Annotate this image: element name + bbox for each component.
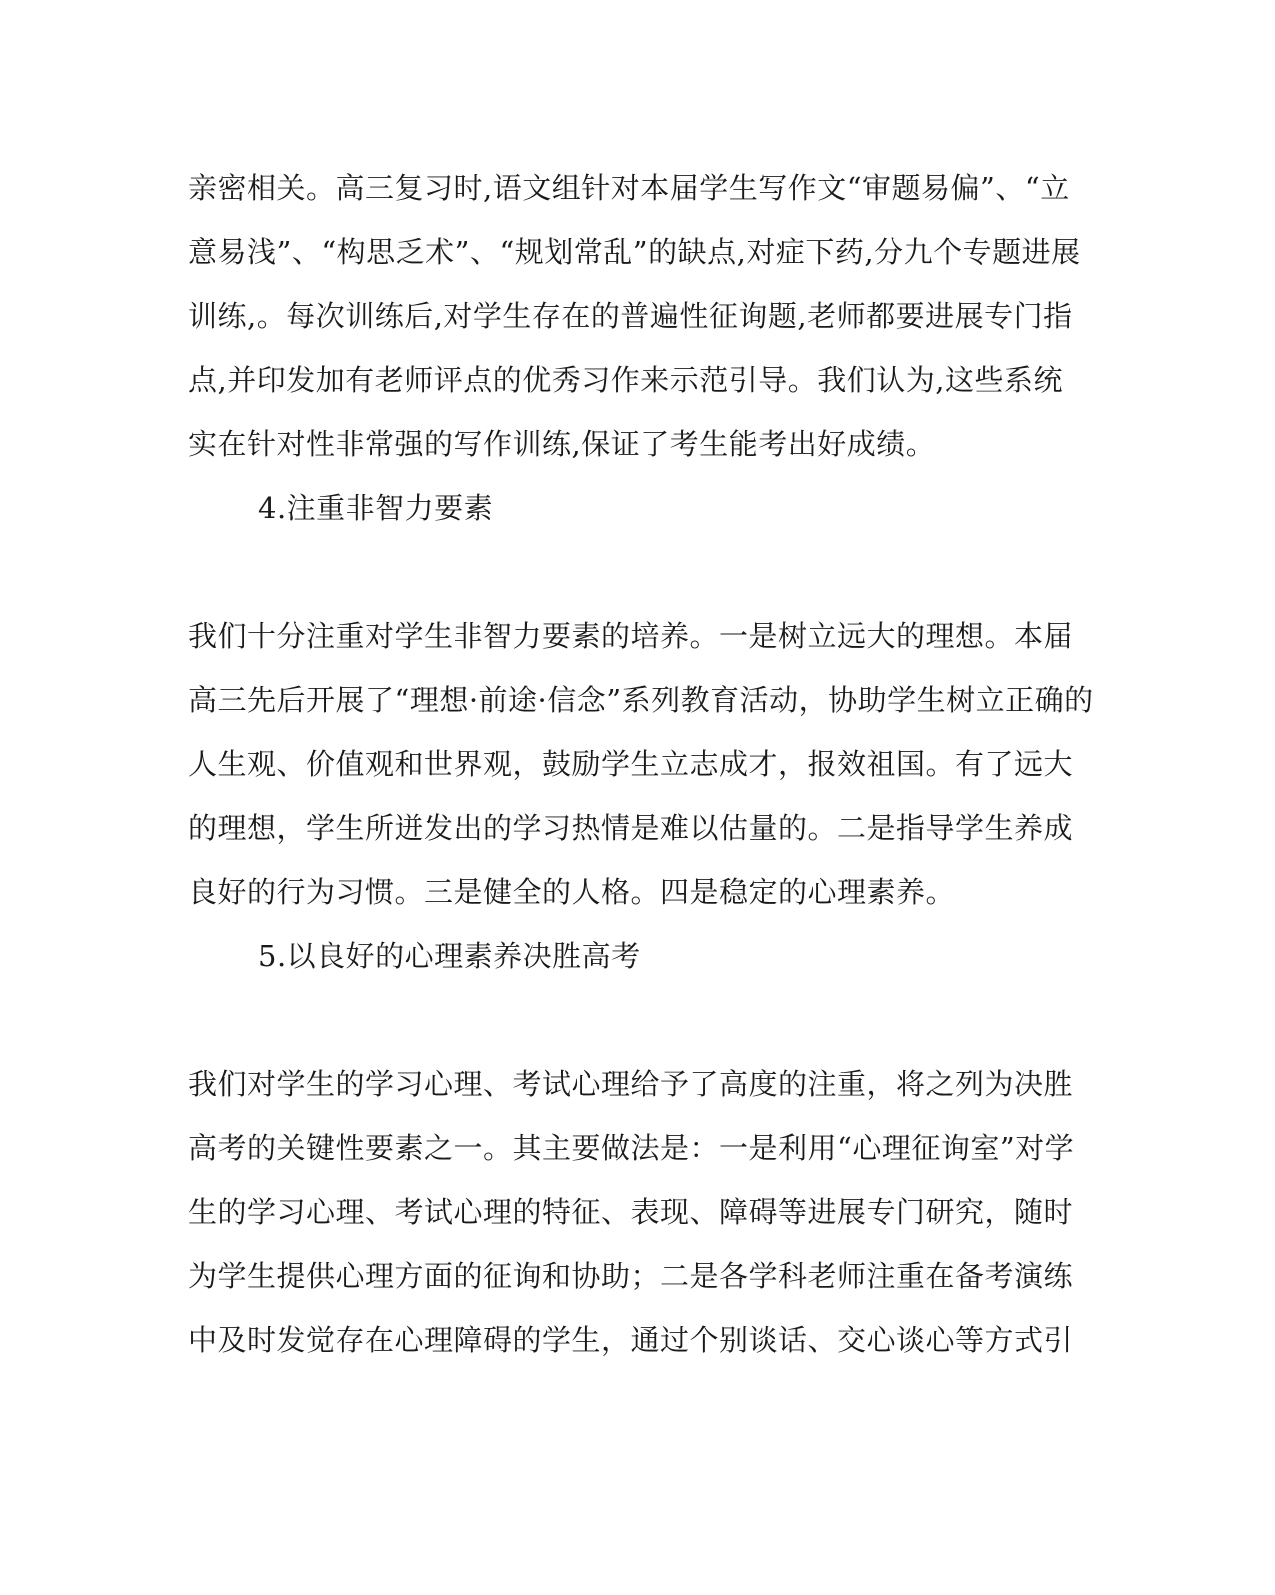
paragraph-1-line-1: 亲密相关。高三复习时,语文组针对本届学生写作文“审题易偏”、“立 bbox=[188, 171, 1070, 205]
paragraph-2-line-4: 的理想，学生所迸发出的学习热情是难以估量的。二是指导学生养成 bbox=[188, 811, 1074, 845]
section-heading-4: 4.注重非智力要素 bbox=[258, 491, 494, 525]
paragraph-2-line-2: 高三先后开展了“理想·前途·信念”系列教育活动，协助学生树立正确的 bbox=[188, 683, 1094, 717]
paragraph-2-line-1: 我们十分注重对学生非智力要素的培养。一是树立远大的理想。本届 bbox=[188, 619, 1074, 653]
paragraph-3-line-5: 中及时发觉存在心理障碍的学生，通过个别谈话、交心谈心等方式引 bbox=[188, 1323, 1074, 1357]
paragraph-3-line-4: 为学生提供心理方面的征询和协助；二是各学科老师注重在备考演练 bbox=[188, 1259, 1074, 1293]
paragraph-3-line-1: 我们对学生的学习心理、考试心理给予了高度的注重，将之列为决胜 bbox=[188, 1067, 1074, 1101]
paragraph-1-line-2: 意易浅”、“构思乏术”、“规划常乱”的缺点,对症下药,分九个专题进展 bbox=[188, 235, 1081, 269]
paragraph-3-line-3: 生的学习心理、考试心理的特征、表现、障碍等进展专门研究，随时 bbox=[188, 1195, 1074, 1229]
paragraph-1-line-4: 点,并印发加有老师评点的优秀习作来示范引导。我们认为,这些系统 bbox=[188, 363, 1063, 397]
paragraph-1-line-5: 实在针对性非常强的写作训练,保证了考生能考出好成绩。 bbox=[188, 427, 936, 461]
paragraph-2-line-3: 人生观、价值观和世界观，鼓励学生立志成才，报效祖国。有了远大 bbox=[188, 747, 1074, 781]
paragraph-2-line-5: 良好的行为习惯。三是健全的人格。四是稳定的心理素养。 bbox=[188, 875, 956, 909]
paragraph-3-line-2: 高考的关键性要素之一。其主要做法是：一是利用“心理征询室”对学 bbox=[188, 1131, 1075, 1165]
section-heading-5: 5.以良好的心理素养决胜高考 bbox=[258, 939, 641, 973]
paragraph-1-line-3: 训练,。每次训练后,对学生存在的普遍性征询题,老师都要进展专门指 bbox=[188, 299, 1073, 333]
